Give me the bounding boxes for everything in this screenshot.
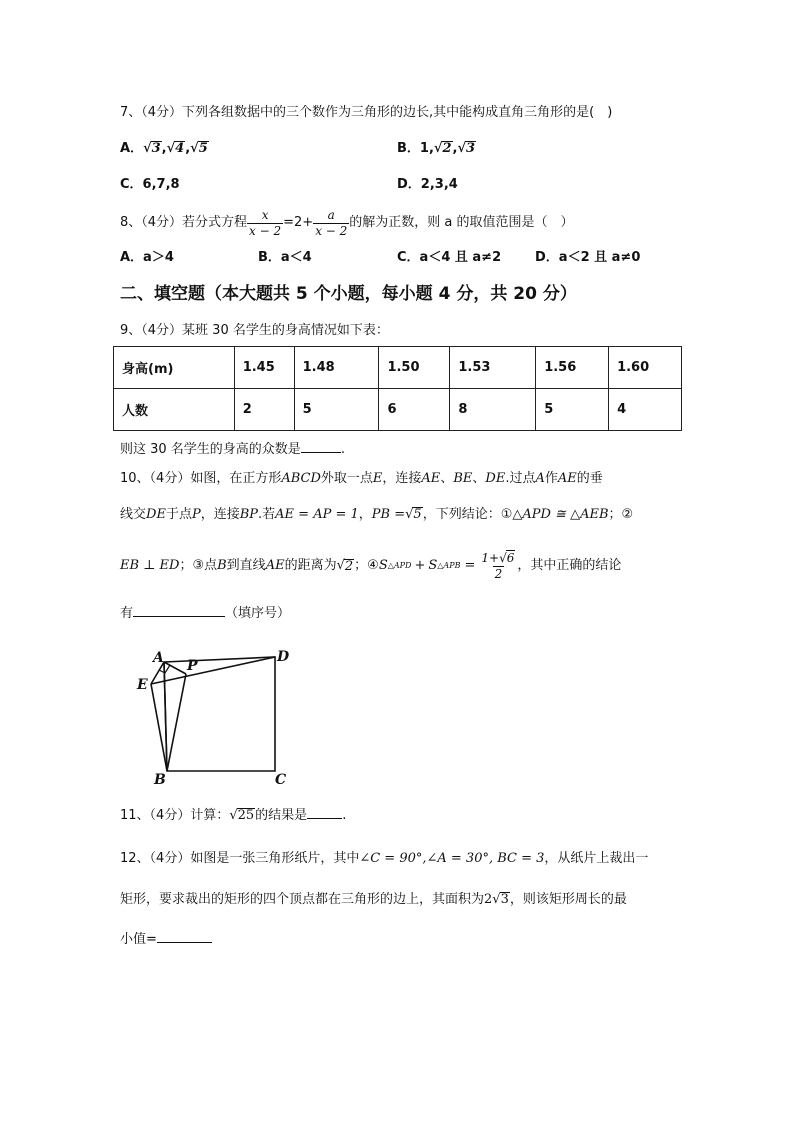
figure-label-p: P	[187, 658, 198, 674]
q9-stem: 9、（4分）某班 30 名学生的身高情况如下表：	[120, 323, 389, 338]
q10-area-s2-sub: △APB	[437, 561, 461, 570]
q10-frac-num: 1+	[481, 551, 500, 565]
q12-conditions: ∠C = 90°,∠A = 30°, BC = 3	[359, 851, 545, 866]
q10-ae: AE	[421, 471, 441, 486]
table-cell: 5	[536, 389, 609, 431]
q10-text: 、	[472, 471, 486, 486]
q10-line-3: EB ⊥ ED ；③点 B 到直线 AE 的距离为 √ 2 ；④ S △APD + S △APB = $\frac{1+√6}{2}$ ，其中正确的结论	[120, 551, 622, 581]
q7-option-a-label: A．	[120, 141, 144, 156]
q10-text: .过点	[505, 471, 536, 486]
q10-text: 于点	[165, 507, 192, 522]
q12-text: 小值=	[120, 932, 157, 947]
q10-line-4	[120, 604, 290, 623]
q10-text: ；③点	[179, 558, 218, 573]
q9-tail	[120, 440, 345, 459]
q8-option-b: B．a＜4	[258, 250, 312, 265]
q7-stem: 7、（4分）下列各组数据中的三个数作为三角形的边长,其中能构成直角三角形的是( )	[120, 105, 613, 120]
q10-area-s1-sub: △APD	[387, 561, 412, 570]
q7-a-r3: 5	[198, 141, 208, 156]
section-2-title: 二、填空题（本大题共 5 个小题，每小题 4 分，共 20 分）	[120, 284, 577, 304]
q8-prefix: 8、（4分）若分式方程	[120, 215, 248, 230]
table-cell: 2	[234, 389, 294, 431]
q8-fraction-1	[247, 208, 283, 239]
table-header-cell: 人数	[114, 389, 235, 431]
figure-label-a: A	[153, 650, 164, 666]
q10-perpendicular: EB ⊥ ED	[120, 558, 180, 573]
q9-tail-text: 则这 30 名学生的身高的众数是	[120, 442, 301, 457]
q7-a-r1: 3	[151, 141, 161, 156]
q10-text: ；④	[354, 558, 379, 573]
table-cell: 6	[379, 389, 450, 431]
q12-answer-blank[interactable]	[157, 930, 212, 943]
q11-answer-blank[interactable]	[307, 806, 342, 819]
q10-fraction: $\frac{1+√6}{2}$	[481, 551, 515, 581]
q8-option-a: A．a＞4	[120, 250, 174, 265]
table-row	[114, 389, 682, 431]
q10-root-2: 2	[344, 558, 354, 574]
q9-height-table	[113, 346, 682, 431]
q10-equals: =	[464, 558, 476, 573]
q8-frac1-den: x − 2	[249, 223, 282, 238]
q7-option-d-text: 2,3,4	[420, 177, 458, 192]
q8-suffix: 的解为正数，则 a 的取值范围是（ ）	[349, 215, 574, 230]
table-cell: 5	[294, 389, 379, 431]
q7-option-d	[397, 176, 458, 194]
q10-text: ，下列结论：①	[422, 507, 513, 522]
q10-text: ；②	[608, 507, 634, 522]
q10-root-6: 6	[506, 551, 515, 565]
q10-text: 到直线	[226, 558, 266, 573]
q8-fraction-2	[313, 208, 349, 239]
table-row	[114, 347, 682, 389]
q8-frac2-den: x − 2	[315, 223, 348, 238]
q10-text: 、	[440, 471, 454, 486]
q10-text: 作	[544, 471, 558, 486]
q10-p: P	[191, 507, 201, 522]
q10-ae: AE	[557, 471, 577, 486]
q10-text: ，其中正确的结论	[517, 558, 622, 573]
q10-frac-den: 2	[494, 567, 503, 581]
q10-ae-ap: AE = AP = 1	[275, 507, 359, 522]
q8-frac1-num: x	[261, 207, 269, 222]
q10-line-2: 线交DE于点P，连接BP.若AE = AP = 1，PB =√5，下列结论：①△APD ≅ △AEB；②	[120, 507, 634, 522]
q10-plus: +	[414, 558, 426, 573]
q11-suffix: 的结果是	[255, 808, 308, 823]
q10-root-5: 5	[413, 507, 422, 522]
q10-text: 10、（4分）如图，在正方形	[120, 471, 282, 486]
q12-text: ，则该矩形周长的最	[509, 892, 627, 907]
q7-b-r2: 3	[466, 141, 476, 156]
q12-line-3	[120, 930, 212, 949]
q10-de: DE	[485, 471, 506, 486]
q10-b: B	[217, 558, 227, 573]
q10-text: ，连接	[200, 507, 240, 522]
q12-coefficient: 2	[484, 892, 493, 907]
q7-option-a: A．√3,√4,√5	[120, 141, 208, 156]
q12-root-3: 3	[500, 892, 509, 907]
q10-bp: BP	[239, 507, 259, 522]
segment-ap	[164, 662, 186, 674]
q10-e: E	[372, 471, 383, 486]
table-header-cell: 身高(m)	[114, 347, 235, 389]
table-cell: 1.53	[450, 347, 536, 389]
q10-text: ，	[358, 507, 372, 522]
q8-mid: =2+	[283, 215, 314, 230]
q7-b-r1: 2	[442, 141, 452, 156]
q10-pb: PB =	[371, 507, 406, 522]
q10-text: 线交	[120, 507, 147, 522]
figure-label-b: B	[154, 772, 166, 785]
table-cell: 8	[450, 389, 536, 431]
q10-text: 有	[120, 606, 134, 621]
q7-option-d-label: D．	[397, 177, 421, 192]
q11-root-25: 25	[237, 808, 255, 823]
q7-option-c-text: 6,7,8	[142, 177, 180, 192]
q10-text: 的垂	[576, 471, 603, 486]
q8-frac2-num: a	[327, 207, 335, 222]
table-cell: 1.56	[536, 347, 609, 389]
q12-text: ，从纸片上裁出一	[544, 851, 649, 866]
q10-text: 的距离为	[284, 558, 337, 573]
q10-a: A	[535, 471, 545, 486]
square-abcd	[164, 657, 275, 771]
q10-text: ，连接	[382, 471, 422, 486]
q7-option-b: B．1,√2,√3	[397, 141, 476, 156]
q7-option-c	[120, 176, 180, 194]
q11: 11、（4分）计算：√25的结果是 .	[120, 808, 347, 823]
q10-be: BE	[453, 471, 473, 486]
q9-tail-end: .	[340, 442, 345, 457]
q10-congruence: △APD ≅ △AEB	[512, 507, 609, 522]
table-cell: 1.50	[379, 347, 450, 389]
q10-de: DE	[146, 507, 166, 522]
q10-text: 外取一点	[320, 471, 373, 486]
q10-area-s1: S	[378, 558, 388, 573]
q12-line-2: 矩形，要求裁出的矩形的四个顶点都在三角形的边上，其面积为2√3，则该矩形周长的最	[120, 892, 627, 907]
q7-a-r2: 4	[175, 141, 185, 156]
q10-text: （填序号）	[225, 606, 291, 621]
q10-abcd: ABCD	[281, 471, 321, 486]
figure-label-c: C	[275, 772, 287, 785]
figure-label-e: E	[137, 677, 148, 693]
q10-text: .若	[258, 507, 276, 522]
table-cell: 1.60	[609, 347, 682, 389]
figure-label-d: D	[277, 649, 290, 665]
q10-area-s2: S	[428, 558, 438, 573]
q12-text: 矩形，要求裁出的矩形的四个顶点都在三角形的边上，其面积为	[120, 892, 485, 907]
q8-option-c: C．a＜4 且 a≠2	[397, 250, 502, 265]
q8-option-d: D．a＜2 且 a≠0	[535, 250, 641, 265]
q7-option-b-label: B．	[397, 141, 420, 156]
q7-b-lead: 1,	[419, 141, 434, 156]
table-cell: 4	[609, 389, 682, 431]
q11-prefix: 11、（4分）计算：	[120, 808, 230, 823]
q7-option-c-label: C．	[120, 177, 143, 192]
q10-line-1	[120, 470, 603, 488]
q12-text: 12、（4分）如图是一张三角形纸片，其中	[120, 851, 360, 866]
q10-ae: AE	[265, 558, 285, 573]
q8-stem	[120, 205, 574, 241]
q10-square-figure	[130, 640, 300, 785]
segment-bp	[167, 674, 186, 771]
q12-line-1	[120, 850, 648, 868]
q11-end: .	[342, 808, 347, 823]
table-cell: 1.45	[234, 347, 294, 389]
table-cell: 1.48	[294, 347, 379, 389]
q10-answer-blank[interactable]	[133, 604, 225, 617]
q9-answer-blank[interactable]	[301, 440, 341, 453]
